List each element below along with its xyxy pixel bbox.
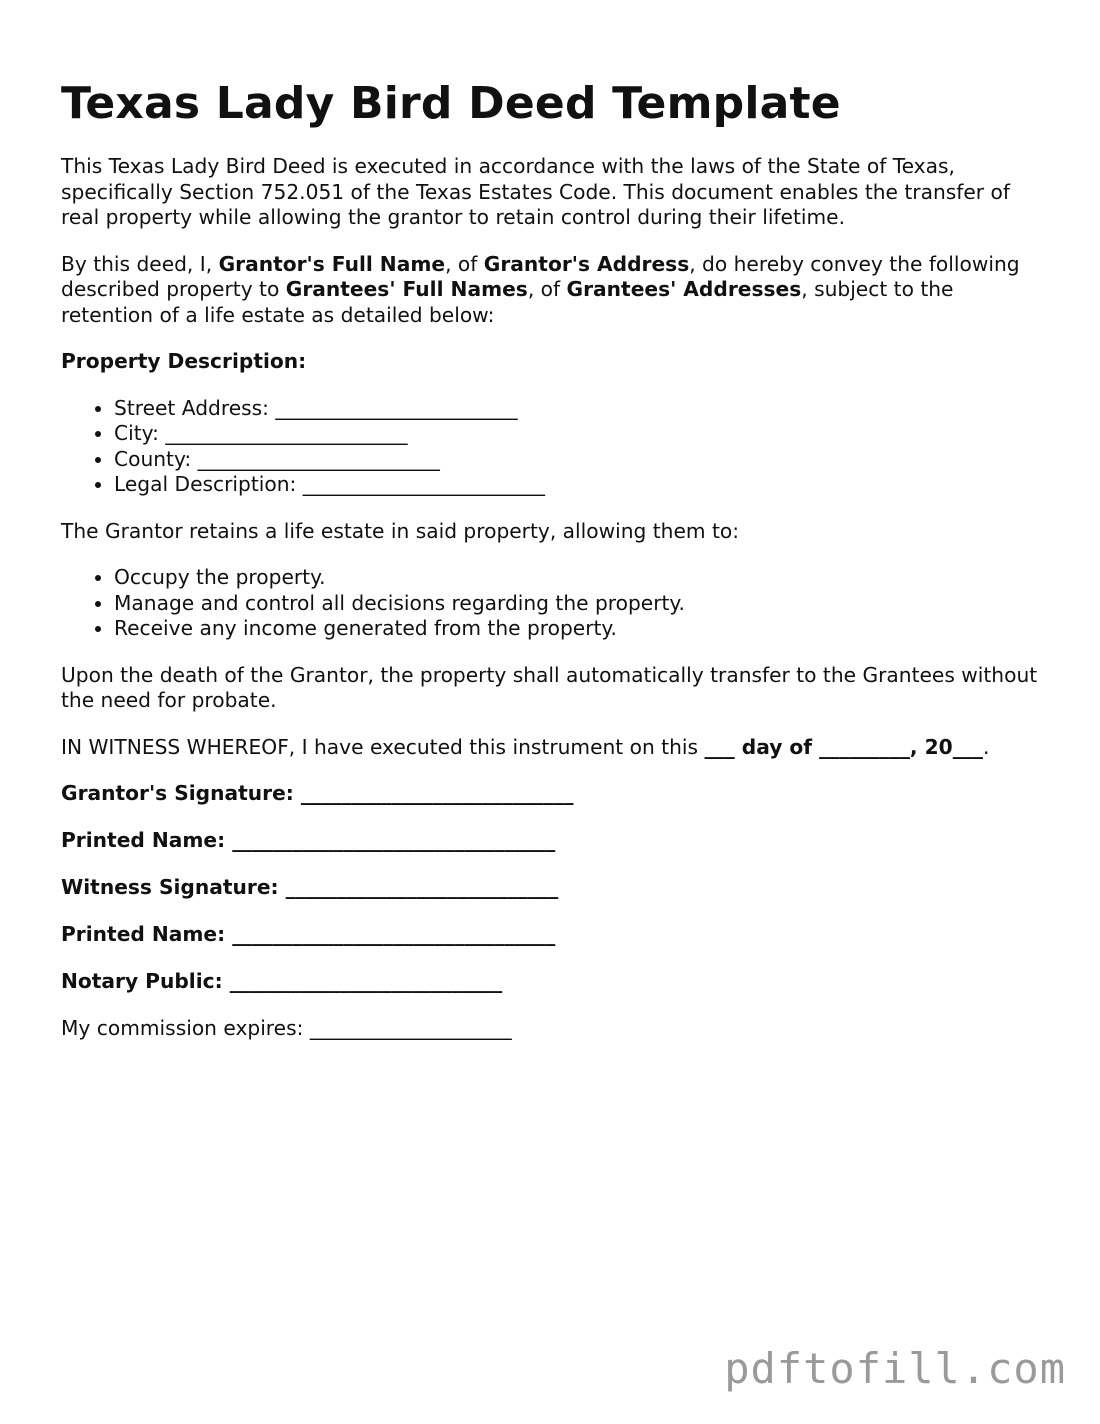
intro-paragraph: This Texas Lady Bird Deed is executed in accordance with the laws of the State of Texas, specifically Section 752.051 of the Texas Estates Code. This document enables the transfer of real property while allowing the grantor to retain control during their lifetime. [61, 154, 1010, 229]
conveyance-text-2: , of [445, 251, 484, 276]
notary-public-line [61, 969, 1046, 995]
witness-lead: IN WITNESS WHEREOF, I have executed this instrument on this [61, 734, 705, 759]
printed-name-text: Printed Name: ________________________________ [61, 922, 556, 946]
notary-public-text: Notary Public: ___________________________ [61, 969, 503, 993]
property-county: • County: ________________________ [114, 447, 1046, 473]
watermark: pdftofill.com [724, 1344, 1066, 1393]
grantor-address-placeholder: Grantor's Address [483, 251, 690, 276]
witness-signature-text: Witness Signature: ___________________________ [61, 875, 559, 899]
conveyance-text-1: By this deed, I, [61, 251, 219, 276]
life-estate-item: • Occupy the property. [114, 565, 1046, 591]
grantor-name-placeholder: Grantor's Full Name [218, 251, 446, 276]
conveyance-text-5: , subject to the retention of a life estate as detailed below: [61, 277, 954, 327]
conveyance-text-3: , do hereby convey the following described property to [61, 251, 1020, 301]
witness-clause [61, 735, 1046, 761]
printed-name-line [61, 922, 1046, 948]
property-list [61, 396, 1046, 498]
property-heading [61, 349, 1046, 375]
document-page [61, 76, 1046, 1063]
grantee-addresses-placeholder: Grantees' Addresses [566, 277, 802, 301]
witness-date-blank: ___ day of _________, 20___ [704, 734, 983, 759]
printed-name-line [61, 828, 1046, 854]
grantor-signature-line [61, 781, 1046, 807]
conveyance-text-4: , of [527, 277, 567, 301]
life-estate-item: • Receive any income generated from the property. [114, 616, 1046, 642]
property-legal-description: • Legal Description: ________________________ [114, 472, 1046, 498]
property-street-address: • Street Address: ________________________ [114, 396, 1046, 422]
property-heading-text: Property Description: [61, 349, 307, 373]
printed-name-text: Printed Name: ________________________________ [61, 828, 556, 852]
grantor-signature-text: Grantor's Signature: ___________________________ [61, 781, 574, 805]
life-estate-item: • Manage and control all decisions regarding the property. [114, 591, 1046, 617]
witness-signature-line [61, 875, 1046, 901]
document-title: Texas Lady Bird Deed Template [61, 78, 841, 129]
life-estate-list [61, 565, 1046, 642]
property-city: • City: ________________________ [114, 421, 1046, 447]
death-clause: Upon the death of the Grantor, the property shall automatically transfer to the Grantees without the need for probate. [61, 662, 1038, 712]
witness-end: . [982, 734, 990, 759]
conveyance-paragraph [61, 252, 1046, 329]
life-estate-intro: The Grantor retains a life estate in said property, allowing them to: [61, 518, 740, 543]
grantee-names-placeholder: Grantees' Full Names [285, 277, 528, 301]
commission-expires-line: My commission expires: ____________________ [61, 1016, 512, 1040]
